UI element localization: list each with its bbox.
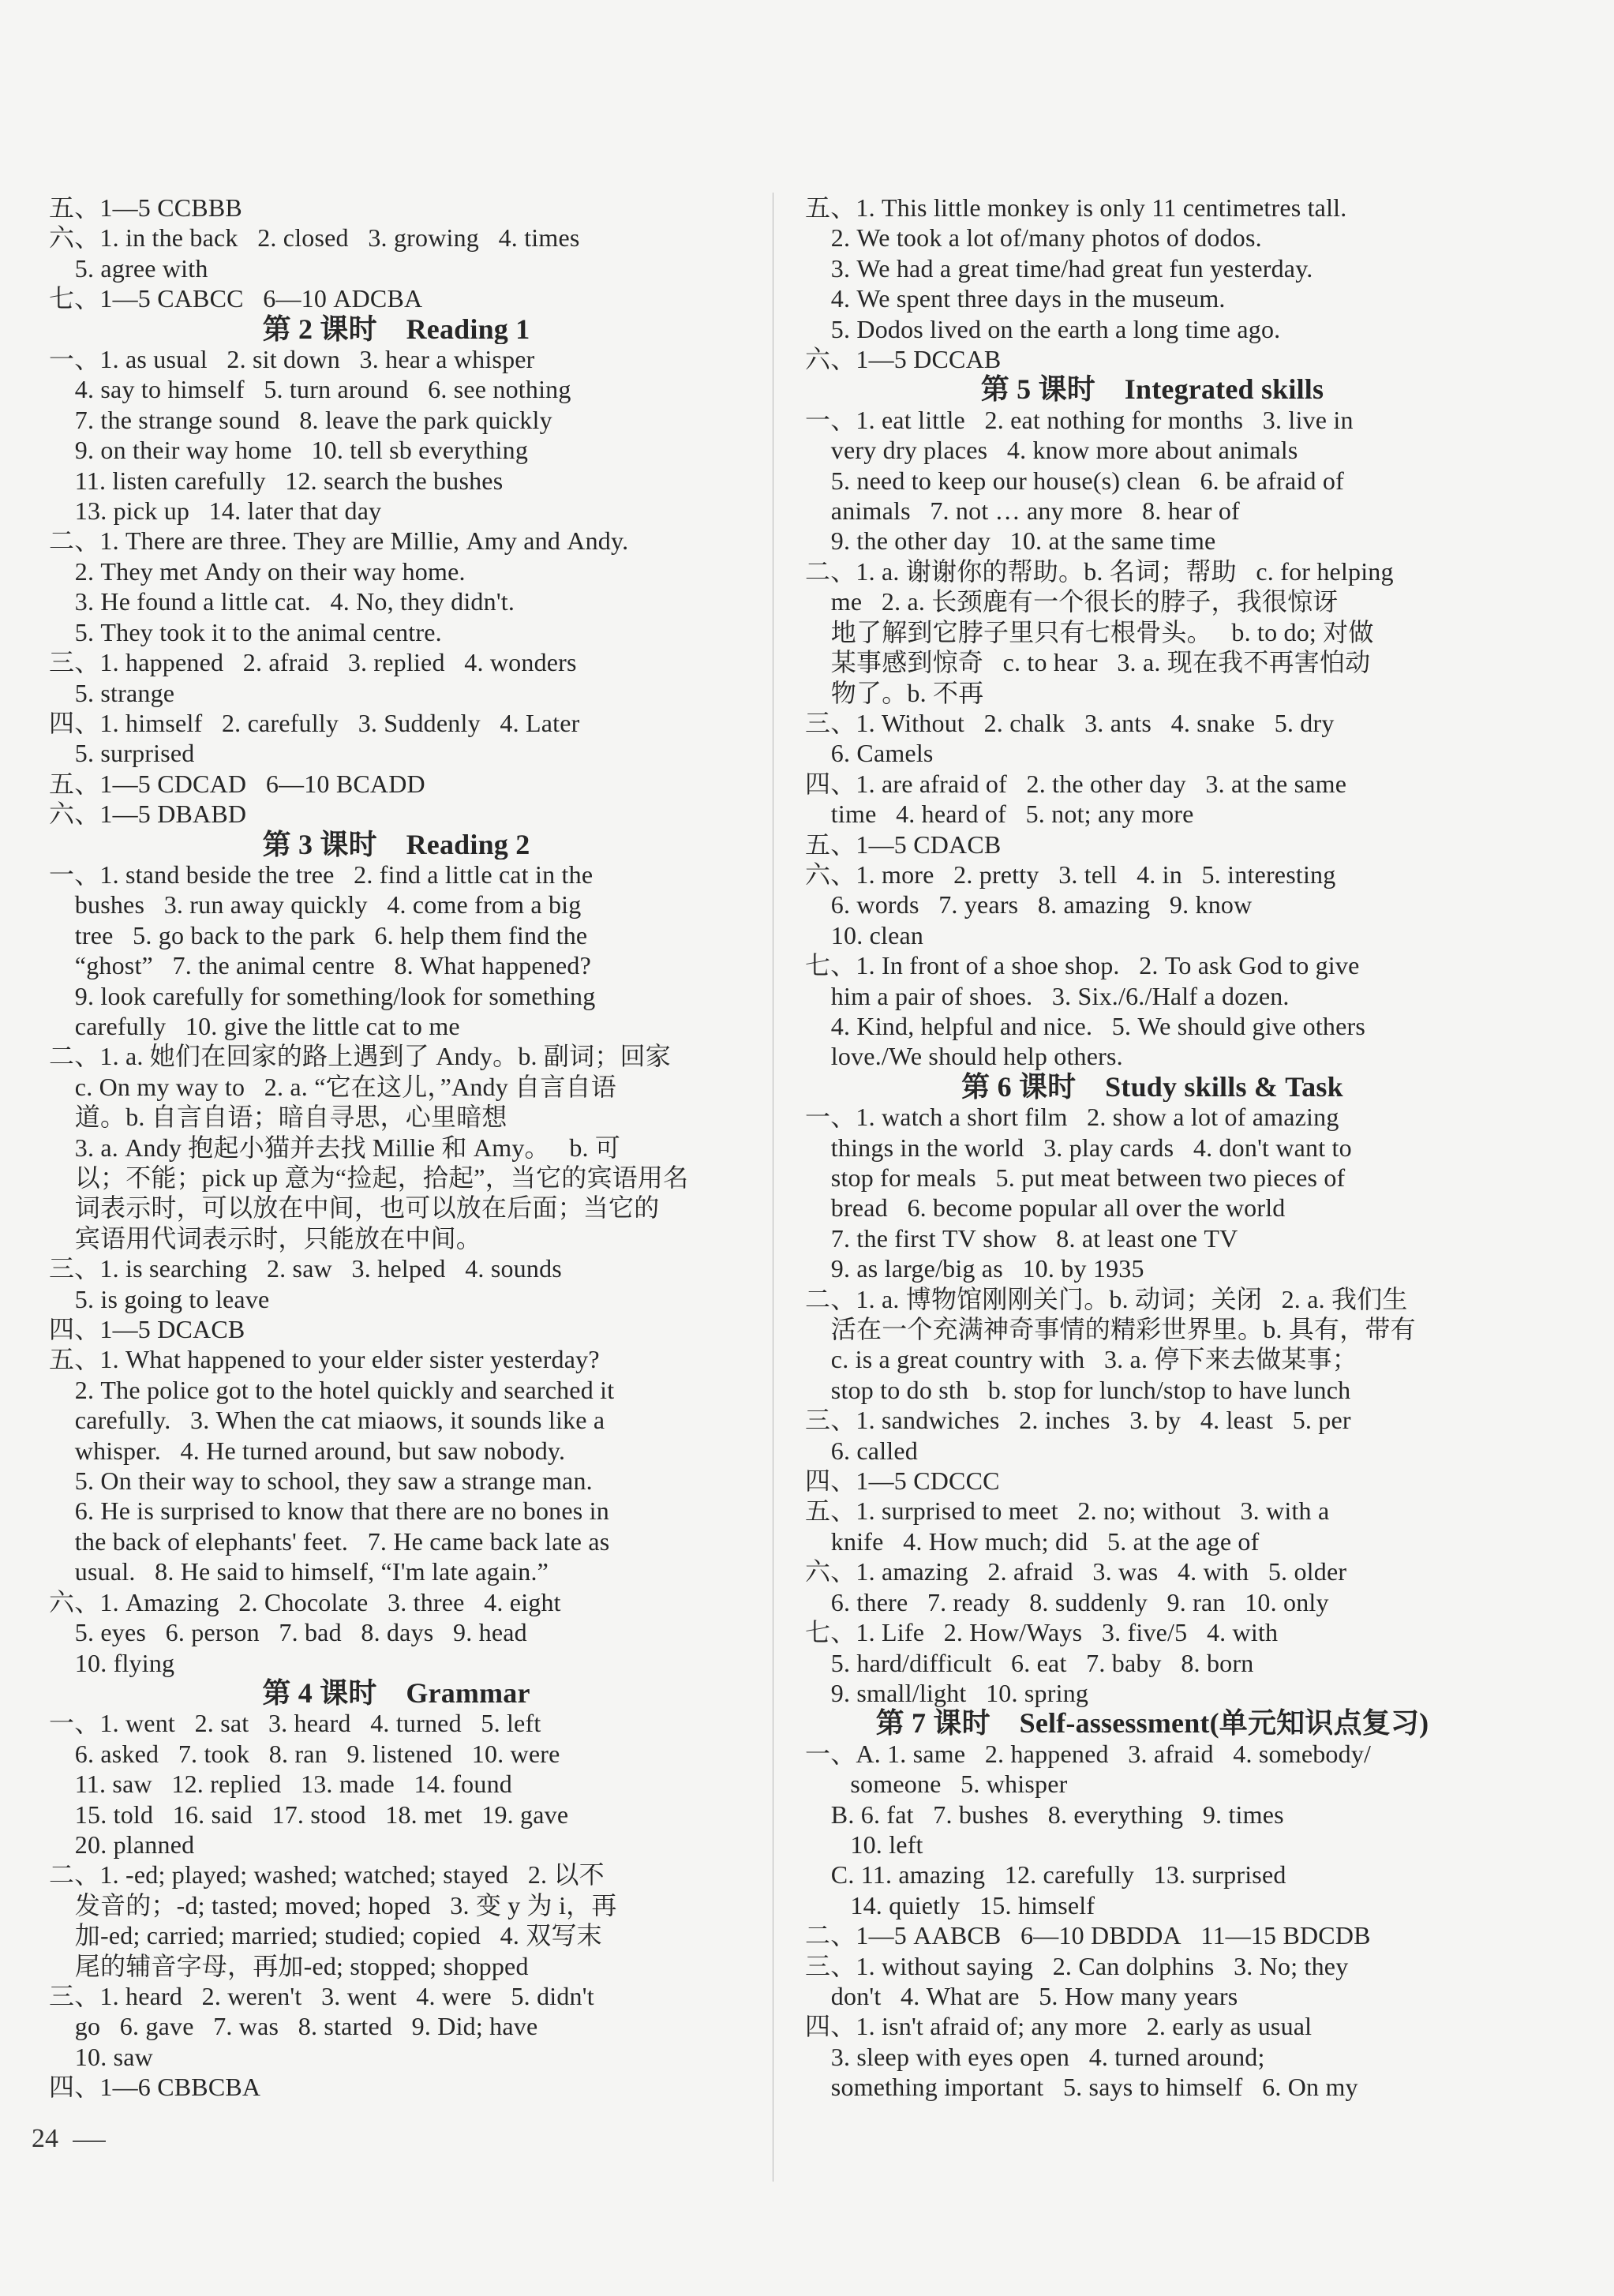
answer-line: 20. planned xyxy=(49,1830,195,1859)
answer-line: 一、1. as usual 2. sit down 3. hear a whisper xyxy=(49,345,535,374)
answer-line: bread 6. become popular all over the world xyxy=(805,1193,1286,1223)
answer-line: 一、1. eat little 2. eat nothing for months 3. live in xyxy=(805,405,1354,434)
answer-line: 15. told 16. said 17. stood 18. met 19. gave xyxy=(49,1800,569,1829)
answer-line: usual. 8. He said to himself, “I'm late again.” xyxy=(49,1557,549,1586)
answer-line: 二、1—5 AABCB 6—10 DBDDA 11—15 BDCDB xyxy=(805,1921,1371,1950)
answer-line: carefully. 3. When the cat miaows, it sounds like a xyxy=(49,1406,605,1435)
answer-line: 9. as large/big as 10. by 1935 xyxy=(805,1254,1144,1283)
answer-line: the back of elephants' feet. 7. He came back late as xyxy=(49,1526,610,1556)
answer-line: 5. On their way to school, they saw a strange man. xyxy=(49,1466,593,1496)
answer-line: 二、1. -ed; played; washed; watched; stayed 2. 以不 xyxy=(49,1860,605,1890)
answer-line: go 6. gave 7. was 8. started 9. Did; have xyxy=(49,2012,538,2041)
answer-line: 9. look carefully for something/look for something xyxy=(49,981,596,1010)
answer-line: 词表示时，可以放在中间，也可以放在后面；当它的 xyxy=(49,1193,660,1223)
answer-line: 3. sleep with eyes open 4. turned around; xyxy=(805,2042,1265,2071)
answer-line: love./We should help others. xyxy=(805,1042,1123,1071)
answer-line: 一、1. stand beside the tree 2. find a little cat in the xyxy=(49,860,594,889)
answer-line: 5. hard/difficult 6. eat 7. baby 8. born xyxy=(805,1648,1254,1677)
answer-line: 一、1. went 2. sat 3. heard 4. turned 5. left xyxy=(49,1709,541,1738)
answer-line: 一、1. watch a short film 2. show a lot of amazing xyxy=(805,1103,1339,1132)
answer-line: 活在一个充满神奇事情的精彩世界里。b. 具有，带有 xyxy=(805,1315,1416,1344)
answer-line: 六、1—5 DCCAB xyxy=(805,345,1002,374)
answer-line: bushes 3. run away quickly 4. come from a big xyxy=(49,890,582,920)
answer-line: 4. say to himself 5. turn around 6. see nothing xyxy=(49,375,571,404)
answer-line: things in the world 3. play cards 4. don't want to xyxy=(805,1133,1352,1162)
answer-line: 五、1—5 CDCAD 6—10 BCADD xyxy=(49,769,425,798)
lesson-heading: 第 2 课时 Reading 1 xyxy=(262,313,530,345)
answer-line: 四、1. isn't afraid of; any more 2. early as usual xyxy=(805,2012,1313,2041)
answer-line: animals 7. not … any more 8. hear of xyxy=(805,496,1240,526)
lesson-heading: 第 3 课时 Reading 2 xyxy=(262,829,530,860)
answer-line: 14. quietly 15. himself xyxy=(805,1890,1095,1920)
answer-line: 二、1. a. 她们在回家的路上遇到了 Andy。b. 副词；回家 xyxy=(49,1042,671,1071)
answer-line: 七、1. Life 2. How/Ways 3. five/5 4. with xyxy=(805,1618,1279,1647)
answer-line: 某事感到惊奇 c. to hear 3. a. 现在我不再害怕动 xyxy=(805,648,1371,677)
answer-line: 四、1. are afraid of 2. the other day 3. at the same xyxy=(805,769,1347,798)
answer-line: 三、1. sandwiches 2. inches 3. by 4. least 5. per xyxy=(805,1406,1351,1435)
answer-line: 宾语用代词表示时，只能放在中间。 xyxy=(49,1223,482,1253)
right-column xyxy=(805,193,1500,2103)
answer-line: 9. on their way home 10. tell sb everything xyxy=(49,436,529,465)
answer-line: 9. small/light 10. spring xyxy=(805,1678,1089,1707)
answer-line: 地了解到它脖子里只有七根骨头。 b. to do; 对做 xyxy=(805,617,1374,646)
answer-line: 5. agree with xyxy=(49,253,208,283)
answer-line: carefully 10. give the little cat to me xyxy=(49,1011,460,1040)
answer-line: 二、1. a. 博物馆刚刚关门。b. 动词；关闭 2. a. 我们生 xyxy=(805,1284,1408,1313)
answer-line: 11. saw 12. replied 13. made 14. found xyxy=(49,1770,512,1799)
answer-line: 5. surprised xyxy=(49,739,195,768)
answer-line: 6. asked 7. took 8. ran 9. listened 10. were xyxy=(49,1739,560,1768)
answer-line: 6. words 7. years 8. amazing 9. know xyxy=(805,890,1253,920)
answer-line: 七、1—5 CABCC 6—10 ADCBA xyxy=(49,284,423,313)
answer-line: 五、1. This little monkey is only 11 centimetres tall. xyxy=(805,193,1347,222)
answer-line: 11. listen carefully 12. search the bushes xyxy=(49,466,504,495)
answer-line: c. is a great country with 3. a. 停下来去做某事； xyxy=(805,1345,1357,1374)
answer-line: 4. Kind, helpful and nice. 5. We should give others xyxy=(805,1011,1366,1040)
answer-line: 尾的辅音字母，再加-ed; stopped; shopped xyxy=(49,1951,529,1980)
answer-line: 五、1. What happened to your elder sister yesterday? xyxy=(49,1345,600,1374)
lesson-heading: 第 6 课时 Study skills & Task xyxy=(961,1071,1343,1103)
answer-line: 二、1. a. 谢谢你的帮助。b. 名词；帮助 c. for helping xyxy=(805,556,1394,586)
answer-line: 10. clean xyxy=(805,920,924,949)
answer-line: time 4. heard of 5. not; any more xyxy=(805,800,1194,829)
answer-line: knife 4. How much; did 5. at the age of xyxy=(805,1526,1260,1556)
answer-line: 三、1. Without 2. chalk 3. ants 4. snake 5. dry xyxy=(805,708,1335,737)
answer-line: 3. He found a little cat. 4. No, they didn't. xyxy=(49,587,515,616)
answer-line: 六、1. Amazing 2. Chocolate 3. three 4. eight xyxy=(49,1587,561,1616)
answer-line: 9. the other day 10. at the same time xyxy=(805,526,1216,556)
answer-line: him a pair of shoes. 3. Six./6./Half a dozen. xyxy=(805,981,1290,1010)
answer-line: 以；不能；pick up 意为“捡起，拾起”，当它的宾语用名 xyxy=(49,1163,689,1192)
answer-line: 物了。b. 不再 xyxy=(805,678,984,707)
answer-line: 5. eyes 6. person 7. bad 8. days 9. head xyxy=(49,1618,527,1647)
answer-line: 五、1. surprised to meet 2. no; without 3. with a xyxy=(805,1496,1330,1526)
answer-line: 五、1—5 CCBBB xyxy=(49,193,242,222)
answer-line: 5. need to keep our house(s) clean 6. be afraid of xyxy=(805,466,1344,495)
answer-line: 5. They took it to the animal centre. xyxy=(49,617,442,646)
answer-line: 4. We spent three days in the museum. xyxy=(805,284,1226,313)
answer-line: whisper. 4. He turned around, but saw nobody. xyxy=(49,1436,566,1465)
answer-line: 5. is going to leave xyxy=(49,1284,270,1313)
answer-line: 四、1—5 DCACB xyxy=(49,1315,245,1344)
lesson-heading: 第 5 课时 Integrated skills xyxy=(980,374,1324,405)
page-number: 24 xyxy=(32,2124,58,2153)
answer-line: 10. flying xyxy=(49,1648,175,1677)
answer-line: 发音的；-d; tasted; moved; hoped 3. 变 y 为 i，再 xyxy=(49,1890,617,1920)
answer-line: tree 5. go back to the park 6. help them find the xyxy=(49,920,588,949)
answer-line: 六、1—5 DBABD xyxy=(49,800,247,829)
answer-line: B. 6. fat 7. bushes 8. everything 9. times xyxy=(805,1800,1284,1829)
answer-line: 三、1. is searching 2. saw 3. helped 4. sounds xyxy=(49,1254,562,1283)
answer-line: 2. They met Andy on their way home. xyxy=(49,556,466,586)
answer-line: stop for meals 5. put meat between two pieces of xyxy=(805,1163,1346,1192)
answer-line: 四、1. himself 2. carefully 3. Suddenly 4. Later xyxy=(49,708,580,737)
answer-line: 3. a. Andy 抱起小猫并去找 Millie 和 Amy。 b. 可 xyxy=(49,1133,621,1162)
answer-line: 六、1. in the back 2. closed 3. growing 4. times xyxy=(49,223,580,253)
answer-line: “ghost” 7. the animal centre 8. What happened? xyxy=(49,951,591,980)
answer-line: 2. We took a lot of/many photos of dodos. xyxy=(805,223,1262,253)
answer-line: 三、1. heard 2. weren't 3. went 4. were 5. didn't xyxy=(49,1981,594,2010)
answer-line: 四、1—6 CBBCBA xyxy=(49,2073,261,2102)
answer-line: 10. left xyxy=(805,1830,923,1859)
left-column xyxy=(49,193,743,2103)
lesson-heading: 第 7 课时 Self-assessment(单元知识点复习) xyxy=(875,1708,1429,1739)
answer-line: very dry places 4. know more about animals xyxy=(805,436,1298,465)
answer-line: 7. the strange sound 8. leave the park quickly xyxy=(49,405,552,434)
answer-line: 6. Camels xyxy=(805,739,934,768)
answer-line: 加-ed; carried; married; studied; copied 4. 双写末 xyxy=(49,1921,602,1950)
answer-line: 六、1. more 2. pretty 3. tell 4. in 5. interesting xyxy=(805,860,1336,889)
answer-line: 五、1—5 CDACB xyxy=(805,830,1002,859)
answer-line: 13. pick up 14. later that day xyxy=(49,496,382,526)
answer-line: 7. the first TV show 8. at least one TV xyxy=(805,1223,1238,1253)
answer-line: 10. saw xyxy=(49,2042,153,2071)
answer-line: 二、1. There are three. They are Millie, Amy and Andy. xyxy=(49,526,629,556)
answer-line: c. On my way to 2. a. “它在这儿，”Andy 自言自语 xyxy=(49,1072,616,1101)
answer-line: 一、A. 1. same 2. happened 3. afraid 4. somebody/ xyxy=(805,1739,1372,1768)
answer-line: 七、1. In front of a shoe shop. 2. To ask God to give xyxy=(805,951,1360,980)
answer-line: 6. there 7. ready 8. suddenly 9. ran 10. only xyxy=(805,1587,1329,1616)
lesson-heading: 第 4 课时 Grammar xyxy=(262,1677,530,1709)
answer-line: something important 5. says to himself 6. On my xyxy=(805,2073,1358,2102)
answer-line: 三、1. without saying 2. Can dolphins 3. No; they xyxy=(805,1951,1349,1980)
answer-line: 6. He is surprised to know that there are no bones in xyxy=(49,1496,609,1526)
page-number-dash xyxy=(73,2141,106,2142)
answer-line: don't 4. What are 5. How many years xyxy=(805,1981,1238,2010)
answer-line: 三、1. happened 2. afraid 3. replied 4. wonders xyxy=(49,648,577,677)
answer-line: 2. The police got to the hotel quickly and searched it xyxy=(49,1375,615,1404)
answer-line: stop to do sth b. stop for lunch/stop to have lunch xyxy=(805,1375,1351,1404)
answer-line: 3. We had a great time/had great fun yesterday. xyxy=(805,253,1313,283)
answer-line: 道。b. 自言自语；暗自寻思，心里暗想 xyxy=(49,1103,507,1132)
answer-line: 5. Dodos lived on the earth a long time ago. xyxy=(805,314,1281,343)
answer-line: C. 11. amazing 12. carefully 13. surprised xyxy=(805,1860,1286,1890)
answer-line: me 2. a. 长颈鹿有一个很长的脖子，我很惊讶 xyxy=(805,587,1339,616)
answer-line: 5. strange xyxy=(49,678,175,707)
answer-line: someone 5. whisper xyxy=(805,1770,1068,1799)
answer-line: 6. called xyxy=(805,1436,918,1465)
answer-line: 四、1—5 CDCCC xyxy=(805,1466,1000,1496)
answer-line: 六、1. amazing 2. afraid 3. was 4. with 5. older xyxy=(805,1557,1347,1586)
